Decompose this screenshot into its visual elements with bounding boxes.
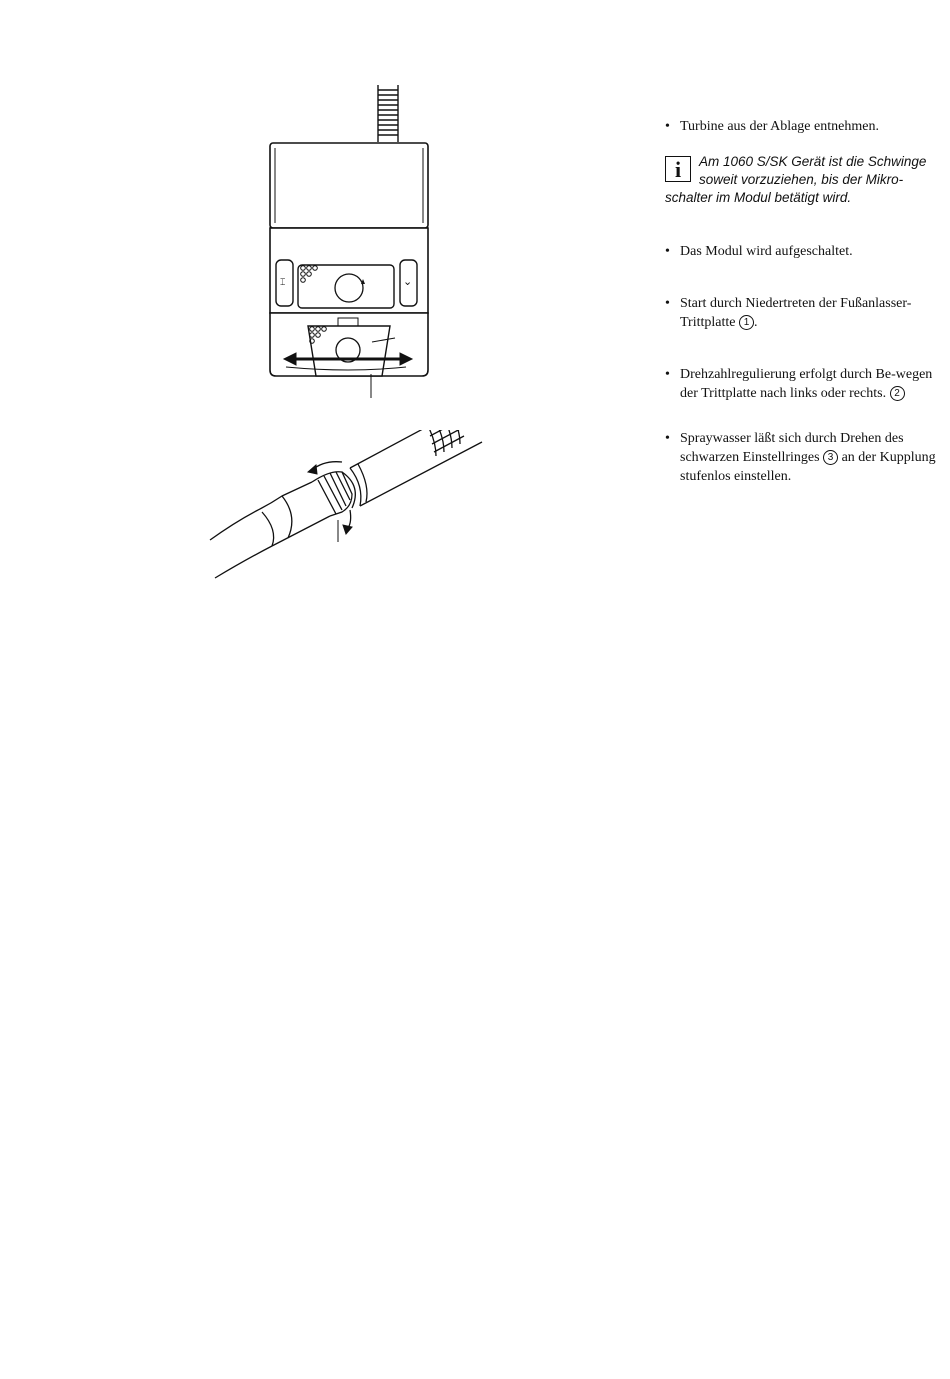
foot-control-housing-top <box>270 143 428 228</box>
reference-number: 2 <box>890 386 905 401</box>
bullet-marker: • <box>665 244 670 259</box>
bullet-marker: • <box>665 119 670 134</box>
step-text: Turbine aus der Ablage entnehmen. <box>680 119 879 134</box>
reference-number: 3 <box>823 450 838 465</box>
step-module-activated <box>665 242 945 261</box>
step-remove-turbine <box>665 117 945 136</box>
step-spray-water <box>665 429 945 486</box>
info-icon: i <box>665 156 691 182</box>
step-suffix: . <box>754 315 758 330</box>
figure-column <box>200 80 510 640</box>
step-text: Start durch Niedertreten der Fußanlasser-Trittplatte <box>680 296 912 330</box>
svg-text:⌄: ⌄ <box>403 275 413 288</box>
note-text: Am 1060 S/SK Gerät ist die Schwinge soweit vorzuziehen, bis der Mikro-schalter im Modul betätigt wird. <box>665 154 927 205</box>
step-speed-regulation <box>665 365 945 403</box>
step-text: Drehzahlregulierung erfolgt durch Be-wegen der Trittplatte nach links oder rechts. <box>680 367 933 401</box>
step-start-foot-control <box>665 294 945 332</box>
step-text: Spraywasser läßt sich durch Drehen des schwarzen Einstellringes <box>680 431 904 465</box>
info-note <box>665 153 945 207</box>
step-text: Das Modul wird aufgeschaltet. <box>680 244 853 259</box>
reference-number: 1 <box>739 315 754 330</box>
svg-text:⌶: ⌶ <box>280 278 286 288</box>
step-text-continued: an der Kupplung stufenlos einstellen. <box>680 450 936 484</box>
bullet-marker: • <box>665 296 670 311</box>
bullet-marker: • <box>665 367 670 382</box>
handpiece-coupling-illustration <box>200 430 510 650</box>
instruction-text-column <box>665 117 945 486</box>
foot-control-illustration <box>200 80 510 410</box>
bullet-marker: • <box>665 431 670 446</box>
foot-control-cable <box>378 85 398 142</box>
